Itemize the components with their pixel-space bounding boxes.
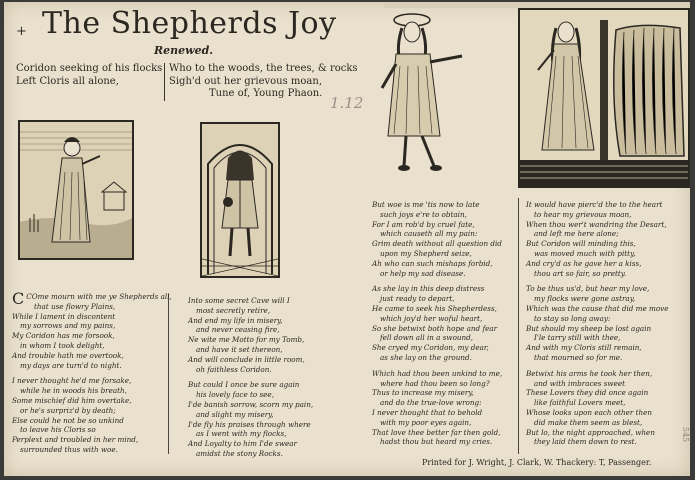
- intro-right-line: Who to the woods, the trees, & rocks: [169, 63, 358, 74]
- verse-line: my days are turn'd to night.: [20, 360, 122, 370]
- printer-imprint: Printed for J. Wright, J. Clark, W. Thackery: T, Passenger.: [422, 458, 652, 467]
- verse-line: as she lay on the ground.: [380, 352, 472, 362]
- walking-man-image: [374, 6, 474, 176]
- verse-line-text: COme mourn with me ye Shepherds all,: [26, 292, 172, 301]
- verse-line: While I lament in discontent: [12, 311, 116, 321]
- verse-line: or help my sad disease.: [380, 268, 466, 278]
- verse-line: And Loyalty to him I'de swear: [188, 439, 297, 449]
- column-rule: [518, 198, 519, 454]
- verse-line: My Coridon has me forsook,: [12, 331, 115, 341]
- ballad-subtitle: Renewed.: [154, 44, 214, 57]
- verse-line: Which was the cause that did me move: [526, 303, 669, 313]
- woodcut-lady-curtain: [518, 8, 690, 188]
- verse-line: which joy'd her woful heart,: [380, 313, 483, 323]
- verse-line: But Coridon will minding this,: [526, 239, 636, 249]
- verse-line: fell down all in a swound,: [380, 333, 474, 343]
- verse-line: my sorrows and my pains,: [20, 321, 116, 331]
- verse-line: I'de banish sorrow, scorn my pain,: [188, 399, 314, 409]
- verse-line: to leave his Cloris so: [20, 425, 96, 435]
- verse-line: to stay so long away:: [534, 313, 611, 323]
- verse-line: And with my Cloris still remain,: [526, 343, 642, 353]
- verse-line: amidst the stony Rocks.: [196, 448, 283, 458]
- woodcut-walking-man: [374, 6, 474, 176]
- verse-line: his lovely face to see,: [196, 390, 274, 400]
- verse-line: surrounded thus with woe.: [20, 444, 118, 454]
- verse-column-1: [12, 289, 172, 455]
- verse-line: Grim death without all question did: [372, 239, 502, 249]
- verse-line: But lo, the night approached, when: [526, 427, 655, 437]
- verse-line: hadst thou but heard my cries.: [380, 437, 493, 447]
- verse-column-3: [372, 200, 502, 447]
- verse-line: they laid them down to rest.: [534, 437, 637, 447]
- verse-column-2: [188, 296, 313, 459]
- verse-line: But woe is me 'tis now to late: [372, 200, 480, 209]
- verse-line: Whose looks upon each other then: [526, 407, 653, 417]
- verse-line: For I am rob'd by cruel fate,: [372, 219, 475, 229]
- verse-line: most secretly retire,: [196, 305, 271, 315]
- verse-line: with my poor eyes again,: [380, 417, 472, 427]
- verse-line: my flocks were gone astray,: [534, 294, 636, 304]
- verse-line: As she lay in this deep distress: [372, 284, 485, 294]
- verse-line: Ah who can such mishaps forbid,: [372, 258, 493, 268]
- broadside-sheet: [4, 2, 690, 476]
- verse-line: that use flowry Plains,: [34, 301, 116, 311]
- verse-line: She cryed my Coridon, my dear,: [372, 343, 489, 353]
- woodcut-gentleman-archway: [200, 122, 280, 278]
- verse-line: upon my Shepherd seize,: [380, 248, 472, 258]
- intro-left-line: Coridon seeking of his flocks: [16, 63, 163, 74]
- verse-line: And will conclude in little room,: [188, 354, 305, 364]
- tune-line: Tune of, Young Phaon.: [209, 88, 323, 99]
- verse-line: Ne wite me Motto for my Tomb,: [188, 335, 305, 345]
- verse-line: But could I once be sure again: [188, 380, 300, 390]
- verse-line: and with imbraces sweet: [534, 378, 625, 388]
- drop-cap: C: [12, 289, 25, 308]
- verse-line: and slight my misery,: [196, 409, 274, 419]
- verse-line: while he in woods his breath,: [20, 386, 127, 396]
- verse-line: Into some secret Cave will I: [188, 296, 290, 305]
- verse-line: That love thee better far then gold,: [372, 427, 501, 437]
- verse-line: These Lovers they did once again: [526, 388, 649, 398]
- verse-line: Betwixt his arms he took her then,: [526, 368, 653, 378]
- verse-line: like faithful Lovers meet,: [534, 398, 626, 408]
- gentleman-archway-image: [202, 124, 278, 276]
- verse-line: So she betwixt both hope and fear: [372, 323, 498, 333]
- verse-line: To be thus us'd, but hear my love,: [526, 284, 650, 294]
- lady-landscape-image: [20, 122, 132, 258]
- pencil-note: 1.12: [330, 94, 364, 112]
- verse-line: Some mischief did him overtake,: [12, 395, 132, 405]
- verse-line: such joys e're to obtain,: [380, 209, 467, 219]
- verse-line: and have it set thereon,: [196, 344, 283, 354]
- verse-line: I'le tarry still with thee,: [534, 333, 621, 343]
- verse-line: I'de fly his praises through where: [188, 419, 311, 429]
- verse-line: He came to seek his Shepherdess,: [372, 303, 497, 313]
- intro-right: [164, 63, 358, 101]
- verse-line: But should my sheep be lost again: [526, 323, 652, 333]
- verse-line: Else could he not be so unkind: [12, 415, 124, 425]
- verse-line: and do the true-love wrong:: [380, 398, 482, 408]
- lady-curtain-image: [520, 10, 688, 186]
- woodcut-lady-landscape: [18, 120, 134, 260]
- verse-line: where had thou been so long?: [380, 378, 490, 388]
- verse-line: Which had thou been unkind to me,: [372, 368, 503, 378]
- verse-line: thou art so fair, so pretty.: [534, 268, 627, 278]
- intro-left-line: Left Cloris all alone,: [16, 75, 119, 87]
- cross-mark: +: [16, 24, 27, 39]
- verse-line: And trouble hath me overtook,: [12, 350, 124, 360]
- verse-line: which causeth all my pain:: [380, 229, 478, 239]
- verse-line: I never thought that to behold: [372, 407, 483, 417]
- verse-line: And end my life in misery,: [188, 315, 283, 325]
- verse-line: to hear my grievous moan,: [534, 209, 632, 219]
- verse-line: Perplext and troubled in her mind,: [12, 435, 139, 445]
- verse-line: And cry'd as he gave her a kiss,: [526, 258, 642, 268]
- verse-line: as I went with my flocks,: [196, 429, 287, 439]
- verse-line: just ready to depart,: [380, 294, 455, 304]
- verse-line: did make them seem as blest,: [534, 417, 643, 427]
- intro-right-line: Sigh'd out her grievous moan,: [169, 75, 322, 87]
- verse-line: that mourned so for me.: [534, 352, 623, 362]
- verse-line: It would have pierc'd the to the heart: [526, 200, 663, 209]
- verse-line: and never ceasing fire,: [196, 325, 280, 335]
- verse-line: I never thought he'd me forsake,: [12, 376, 132, 386]
- verse-line: in whom I took delight,: [20, 340, 105, 350]
- edge-pencil-number: 545: [681, 426, 690, 443]
- intro-left: [16, 63, 162, 88]
- verse-line: and left me here alone;: [534, 229, 619, 239]
- verse-line: oh faithless Coridon.: [196, 364, 272, 374]
- ballad-title: The Shepherds Joy: [42, 6, 337, 41]
- verse-line: or he's surpriz'd by death;: [20, 405, 116, 415]
- verse-line: Thus to increase my misery,: [372, 388, 474, 398]
- verse-line: was moved much with pitty,: [534, 248, 636, 258]
- verse-column-4: [526, 200, 668, 447]
- verse-line: When thou wer't wandring the Desart,: [526, 219, 667, 229]
